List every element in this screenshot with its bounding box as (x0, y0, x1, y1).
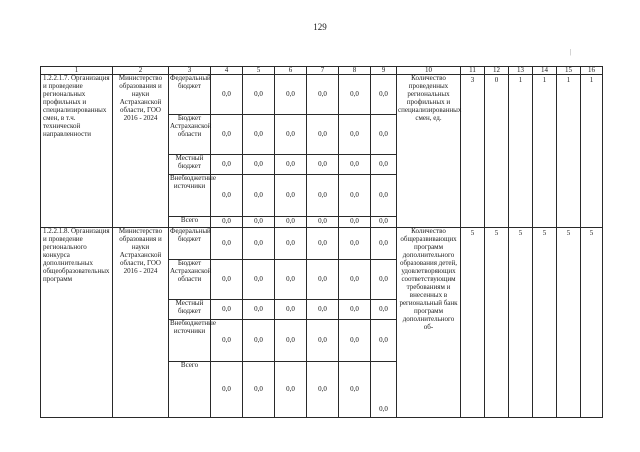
value-cell: 0,0 (275, 320, 307, 362)
value-cell: 0,0 (371, 115, 397, 155)
program-table (40, 66, 603, 418)
value-cell: 0,0 (307, 300, 339, 320)
value-cell: 0,0 (211, 175, 243, 217)
value-cell: 0,0 (307, 362, 339, 418)
value-cell: 0,0 (243, 115, 275, 155)
value-cell: 0,0 (371, 155, 397, 175)
column-number: 10 (397, 67, 461, 75)
column-number: 1 (41, 67, 113, 75)
value-cell: 0,0 (371, 260, 397, 300)
funding-source: Внебюджетные источники (169, 320, 211, 362)
column-number: 7 (307, 67, 339, 75)
value-cell: 0,0 (211, 217, 243, 228)
table-row (41, 75, 603, 115)
funding-source: Внебюджетные источники (169, 175, 211, 217)
value-cell: 0,0 (243, 155, 275, 175)
page-number: 129 (313, 22, 327, 32)
value-cell: 0,0 (275, 300, 307, 320)
indicator-text: Количество общеразвивающих программ дополнительного образования детей, удовлетворяющих соответствующим требованиям и внесенных в региональный банк программ дополнительного об- (397, 228, 461, 418)
executor: Министерство образования и науки Астраханской области, ГОО 2016 - 2024 (113, 75, 169, 228)
target-value: 1 (509, 75, 533, 228)
target-value: 5 (485, 228, 509, 418)
column-number: 9 (371, 67, 397, 75)
value-cell: 0,0 (339, 175, 371, 217)
indicator-text: Количество проведенных региональных профильных и специализированных смен, ед. (397, 75, 461, 228)
funding-source: Всего (169, 362, 211, 418)
value-cell: 0,0 (275, 362, 307, 418)
value-cell: 0,0 (371, 320, 397, 362)
value-cell: 0,0 (339, 362, 371, 418)
value-cell: 0,0 (211, 228, 243, 260)
target-value: 5 (557, 228, 581, 418)
column-number: 8 (339, 67, 371, 75)
value-cell: 0,0 (307, 115, 339, 155)
funding-source: Федеральный бюджет (169, 228, 211, 260)
value-cell: 0,0 (371, 300, 397, 320)
value-cell: 0,0 (275, 217, 307, 228)
column-number: 15 (557, 67, 581, 75)
value-cell: 0,0 (307, 217, 339, 228)
value-cell: 0,0 (243, 320, 275, 362)
target-value: 5 (509, 228, 533, 418)
value-cell: 0,0 (339, 115, 371, 155)
funding-source: Бюджет Астраханской области (169, 115, 211, 155)
value-cell: 0,0 (211, 260, 243, 300)
column-number: 3 (169, 67, 211, 75)
column-number: 5 (243, 67, 275, 75)
value-cell: 0,0 (243, 175, 275, 217)
target-value: 5 (533, 228, 557, 418)
value-cell: 0,0 (371, 75, 397, 115)
value-cell: 0,0 (275, 155, 307, 175)
value-cell: 0,0 (211, 320, 243, 362)
table-row (41, 228, 603, 260)
column-number: 16 (581, 67, 603, 75)
column-number: 12 (485, 67, 509, 75)
column-number: 4 (211, 67, 243, 75)
value-cell: 0,0 (307, 75, 339, 115)
value-cell: 0,0 (371, 362, 397, 418)
value-cell: 0,0 (307, 175, 339, 217)
column-number: 6 (275, 67, 307, 75)
value-cell: 0,0 (243, 228, 275, 260)
value-cell: 0,0 (339, 300, 371, 320)
value-cell: 0,0 (339, 320, 371, 362)
value-cell: 0,0 (275, 75, 307, 115)
value-cell: 0,0 (243, 75, 275, 115)
value-cell: 0,0 (339, 217, 371, 228)
funding-source: Местный бюджет (169, 300, 211, 320)
value-cell: 0,0 (275, 115, 307, 155)
value-cell: 0,0 (211, 300, 243, 320)
value-cell: 0,0 (211, 362, 243, 418)
value-cell: 0,0 (371, 217, 397, 228)
value-cell: 0,0 (243, 362, 275, 418)
funding-source: Федеральный бюджет (169, 75, 211, 115)
target-value: 5 (581, 228, 603, 418)
value-cell: 0,0 (371, 175, 397, 217)
column-number: 2 (113, 67, 169, 75)
value-cell: 0,0 (307, 320, 339, 362)
value-cell: 0,0 (339, 228, 371, 260)
funding-source: Всего (169, 217, 211, 228)
value-cell: 0,0 (339, 75, 371, 115)
value-cell: 0,0 (371, 228, 397, 260)
value-cell: 0,0 (243, 300, 275, 320)
target-value: 1 (533, 75, 557, 228)
activity-title: 1.2.2.1.8. Организация и проведение регионального конкурса дополнительных общеобразовательных программ (41, 228, 113, 418)
column-number: 14 (533, 67, 557, 75)
column-number: 13 (509, 67, 533, 75)
value-cell: 0,0 (275, 260, 307, 300)
funding-source: Местный бюджет (169, 155, 211, 175)
value-cell: 0,0 (307, 260, 339, 300)
value-cell: 0,0 (275, 228, 307, 260)
value-cell: 0,0 (307, 155, 339, 175)
value-cell: 0,0 (243, 217, 275, 228)
target-value: 0 (485, 75, 509, 228)
value-cell: 0,0 (275, 175, 307, 217)
column-number: 11 (461, 67, 485, 75)
target-value: 1 (581, 75, 603, 228)
value-cell: 0,0 (211, 115, 243, 155)
activity-title: 1.2.2.1.7. Организация и проведение региональных профильных и специализированных смен, в т.ч. технической направленности (41, 75, 113, 228)
funding-source: Бюджет Астраханской области (169, 260, 211, 300)
executor: Министерство образования и науки Астраханской области, ГОО 2016 - 2024 (113, 228, 169, 418)
value-cell: 0,0 (339, 260, 371, 300)
target-value: 1 (557, 75, 581, 228)
value-cell: 0,0 (211, 155, 243, 175)
target-value: 5 (461, 228, 485, 418)
value-cell: 0,0 (243, 260, 275, 300)
value-cell: 0,0 (211, 75, 243, 115)
value-cell: 0,0 (339, 155, 371, 175)
page-mark: | (570, 48, 572, 56)
value-cell: 0,0 (307, 228, 339, 260)
target-value: 3 (461, 75, 485, 228)
